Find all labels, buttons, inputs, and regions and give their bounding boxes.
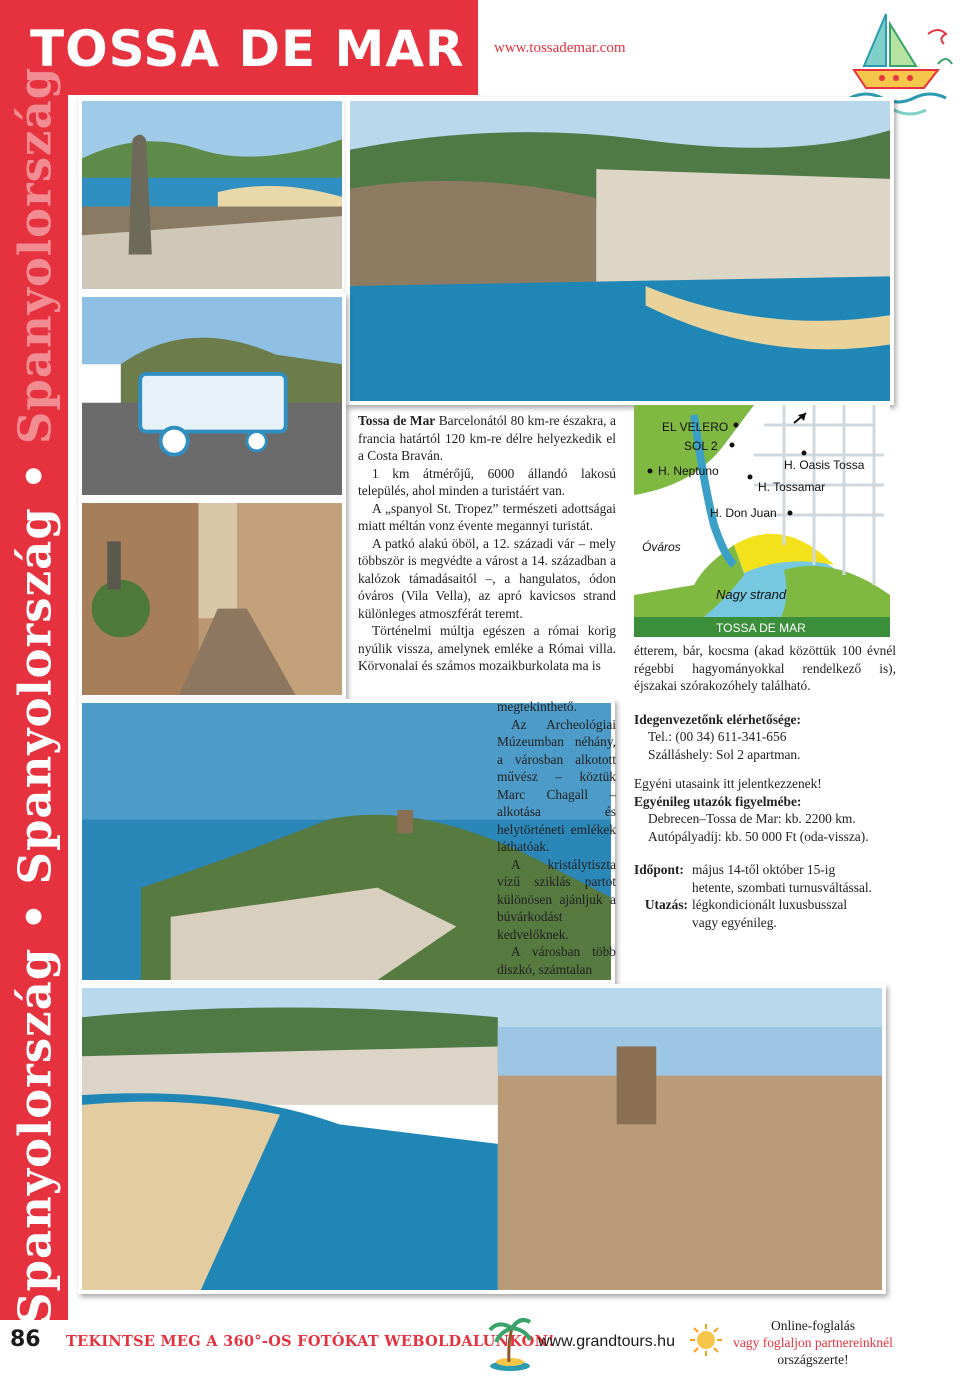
map-label-el-velero: EL VELERO xyxy=(662,420,729,434)
website-link[interactable]: www.tossademar.com xyxy=(494,40,626,56)
intro-paragraph-5: Történelmi múltja egészen a római korig nyúlik vissza, amelynek emléke a Római villa. Körvonalai és számos mozaikburkolata ma is xyxy=(358,623,616,673)
individual-heading: Egyénileg utazók figyelmébe: xyxy=(634,793,802,809)
town-name-bold: Tossa de Mar xyxy=(358,413,436,428)
page-number: 86 xyxy=(10,1327,41,1352)
info-continuation: étterem, bár, kocsma (akad közöttük 100 évnél régebbi hagyományokkal rendelkező is), éjszakai szórakozóhely található. xyxy=(634,643,896,693)
narrow-paragraph-3: A kristálytiszta vízű sziklás partot különösen ajánljuk a búvárkodást kedvelőknek. xyxy=(497,856,616,942)
website-cta: TEKINTSE MEG A 360°-OS FOTÓKAT WEBOLDALUNKON! xyxy=(66,1333,555,1350)
map-label-beach: Nagy strand xyxy=(716,587,787,602)
narrow-paragraph-4: A városban több diszkó, számtalan xyxy=(497,944,616,977)
palm-tree-icon xyxy=(486,1312,534,1372)
photo-statue-view xyxy=(78,97,346,293)
map-label-tossamar: H. Tossamar xyxy=(758,480,826,494)
map-label-old-town: Óváros xyxy=(642,540,681,554)
individual-note: Egyéni utasaink itt jelentkezzenek! xyxy=(634,776,822,791)
separator-2: • xyxy=(8,460,62,491)
intro-paragraph-2: 1 km átmérőjű, 6000 állandó lakosú település, ahol minden a turistáért van. xyxy=(358,465,616,498)
intro-paragraph-1: Barcelonától 80 km-re északra, a francia határtól 120 km-re délre helyezkedik el a Costa Braván. xyxy=(358,413,616,463)
online-line-2: vagy foglaljon partnereinknél xyxy=(733,1335,893,1350)
footer-website-link[interactable]: www.grandtours.hu xyxy=(538,1333,675,1350)
info-panel xyxy=(634,642,896,931)
travel-label: Utazás: xyxy=(644,897,688,912)
time-value-2: hetente, szombati turnusváltással. xyxy=(692,879,872,895)
travel-value-1: légkondicionált luxusbusszal xyxy=(692,897,848,912)
online-line-3: országszerte! xyxy=(777,1352,849,1367)
page-title: TOSSA DE MAR xyxy=(30,20,465,78)
map-label-sol2: SOL 2 xyxy=(684,439,718,453)
intro-paragraph-4: A patkó alakú öböl, a 12. századi vár – mely többször is megvédte a várost a 14. században a kalózok támadásaitól –, a hangulatos, ódon óváros (Vila Vella), az apró kavicsos strand különleges atmoszférát teremt. xyxy=(358,535,616,621)
map-label-city: TOSSA DE MAR xyxy=(716,621,806,635)
guide-heading: Idegenvezetőnk elérhetősége: xyxy=(634,711,801,727)
time-label: Időpont: xyxy=(634,862,684,877)
photo-bay-aerial xyxy=(346,97,894,405)
intro-paragraph-3: A „spanyol St. Tropez” természeti adottságai miatt méltán vonz évente megannyi turistát. xyxy=(358,500,616,533)
narrow-paragraph-2: Az Archeológiai Múzeumban néhány, a városban alkotott művész – köztük Marc Chagall – alkotása és helytörténeti emlékek láthatóak. xyxy=(497,716,616,854)
online-line-1: Online-foglalás xyxy=(771,1318,855,1333)
online-booking-note xyxy=(728,1317,898,1368)
separator-1: • xyxy=(8,901,62,931)
side-country-label xyxy=(8,66,62,1325)
map-label-neptuno: H. Neptuno xyxy=(658,464,719,478)
distance-text: Debrecen–Tossa de Mar: kb. 2200 km. xyxy=(648,811,856,826)
guide-accommodation: Szálláshely: Sol 2 apartman. xyxy=(648,746,801,762)
narrow-text xyxy=(497,698,616,978)
photo-beach-panorama xyxy=(78,984,886,1294)
narrow-paragraph-1: megtekinthető. xyxy=(497,699,577,714)
time-value-1: május 14-től október 15-ig xyxy=(692,862,836,877)
intro-text xyxy=(358,412,616,675)
photo-old-town-street xyxy=(78,499,346,699)
country-text-3: Spanyolország xyxy=(8,66,62,445)
photo-tourist-train xyxy=(78,293,346,499)
map-label-don-juan: H. Don Juan xyxy=(710,506,777,520)
travel-value-2: vagy egyénileg. xyxy=(692,914,777,930)
sun-icon xyxy=(688,1322,724,1358)
toll-text: Autópályadíj: kb. 50 000 Ft (oda-vissza). xyxy=(648,828,869,844)
map-label-oasis: H. Oasis Tossa xyxy=(784,458,865,472)
town-map xyxy=(634,405,890,637)
country-text-2: Spanyolország xyxy=(8,507,62,885)
country-text-1: Spanyolország xyxy=(8,947,62,1325)
guide-phone: Tel.: (00 34) 611-341-656 xyxy=(648,729,787,744)
